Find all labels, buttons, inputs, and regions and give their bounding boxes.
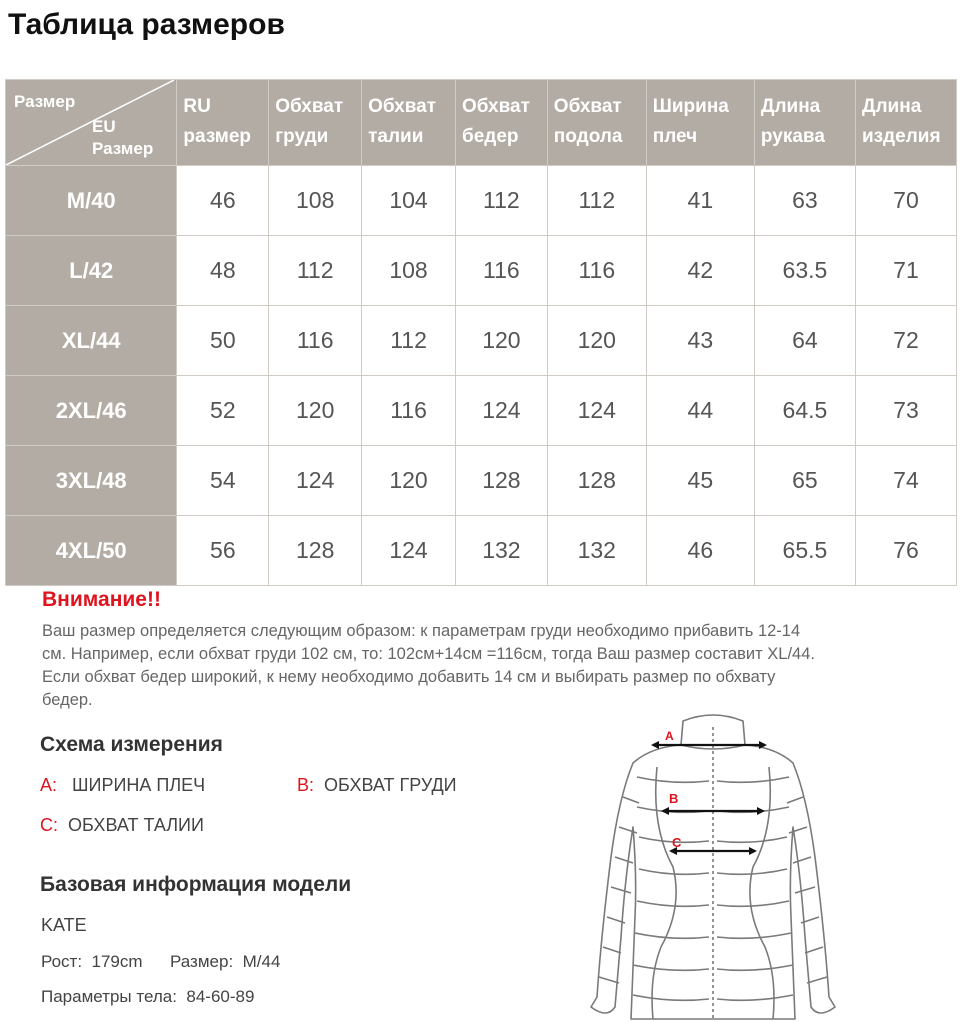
row-size-label: L/42 (6, 236, 177, 306)
table-cell: 112 (455, 166, 547, 236)
row-size-label: XL/44 (6, 306, 177, 376)
column-header-length: Длина изделия (855, 80, 956, 166)
side-seam (750, 767, 774, 1019)
warning-line: см. Например, если обхват груди 102 см, то: 102см+14см =116см, тогда Ваш размер составит XL/44. (42, 645, 815, 663)
table-cell: 120 (269, 376, 362, 446)
model-params (41, 987, 254, 1007)
table-cell: 71 (855, 236, 956, 306)
row-size-label: 4XL/50 (6, 516, 177, 586)
table-cell: 63.5 (754, 236, 855, 306)
legend-key: C: (40, 815, 58, 835)
table-cell: 73 (855, 376, 956, 446)
table-cell: 50 (177, 306, 269, 376)
table-cell: 128 (455, 446, 547, 516)
diagram-label-b: B (669, 791, 679, 806)
model-size-label: Размер: (170, 952, 234, 971)
row-size-label: 3XL/48 (6, 446, 177, 516)
row-size-label: M/40 (6, 166, 177, 236)
page-title: Таблица размеров (8, 8, 285, 41)
table-cell: 112 (269, 236, 362, 306)
table-cell: 124 (269, 446, 362, 516)
table-cell: 46 (177, 166, 269, 236)
table-cell: 132 (455, 516, 547, 586)
table-cell: 116 (547, 236, 646, 306)
table-cell: 41 (646, 166, 754, 236)
coat-outline (591, 745, 835, 1019)
column-header-shoulder: Ширина плеч (646, 80, 754, 166)
table-cell: 45 (646, 446, 754, 516)
table-cell: 108 (269, 166, 362, 236)
legend-key: B: (297, 775, 315, 795)
table-row (6, 376, 957, 446)
table-row (6, 446, 957, 516)
warning-line: Ваш размер определяется следующим образом: к параметрам груди необходимо прибавить 12-14 (42, 622, 801, 640)
table-cell: 116 (455, 236, 547, 306)
table-cell: 104 (362, 166, 456, 236)
table-row (6, 306, 957, 376)
table-cell: 112 (547, 166, 646, 236)
model-height-size (41, 952, 280, 972)
table-cell: 48 (177, 236, 269, 306)
model-info-title: Базовая информация модели (40, 873, 352, 896)
legend-label: ШИРИНА ПЛЕЧ (72, 775, 206, 795)
warning-line: Если обхват бедер широкий, к нему необходимо добавить 14 см и выбирать размер по обхвату (42, 668, 776, 686)
corner-label-size: Размер (14, 92, 76, 111)
table-cell: 116 (269, 306, 362, 376)
table-cell: 128 (269, 516, 362, 586)
model-name: KATE (41, 915, 87, 935)
table-cell: 108 (362, 236, 456, 306)
table-cell: 132 (547, 516, 646, 586)
legend-label: ОБХВАТ ГРУДИ (324, 775, 457, 795)
column-header-ru-size: RU размер (177, 80, 269, 166)
legend-key: A: (40, 775, 58, 795)
table-cell: 52 (177, 376, 269, 446)
table-cell: 74 (855, 446, 956, 516)
height-label: Рост: (41, 952, 83, 971)
table-header-row (6, 80, 957, 166)
table-cell: 116 (362, 376, 456, 446)
scheme-title: Схема измерения (40, 733, 223, 756)
table-cell: 124 (362, 516, 456, 586)
table-cell: 54 (177, 446, 269, 516)
column-header-hem: Обхват подола (547, 80, 646, 166)
table-row (6, 166, 957, 236)
table-cell: 63 (754, 166, 855, 236)
column-header-waist: Обхват талии (362, 80, 456, 166)
table-cell: 128 (547, 446, 646, 516)
diagram-label-a: A (665, 729, 674, 743)
warning-title: Внимание!! (42, 588, 161, 611)
legend-item-a (40, 775, 205, 796)
table-cell: 42 (646, 236, 754, 306)
model-size-value: M/44 (242, 952, 281, 971)
size-table (5, 79, 957, 586)
column-header-sleeve: Длина рукава (754, 80, 855, 166)
table-cell: 76 (855, 516, 956, 586)
table-cell: 120 (362, 446, 456, 516)
table-cell: 46 (646, 516, 754, 586)
table-cell: 64 (754, 306, 855, 376)
params-label: Параметры тела: (41, 987, 177, 1006)
corner-label-eu: EU Размер (92, 117, 154, 158)
table-corner-cell (6, 80, 177, 166)
table-cell: 44 (646, 376, 754, 446)
warning-text (42, 620, 942, 712)
table-cell: 120 (455, 306, 547, 376)
table-cell: 56 (177, 516, 269, 586)
table-cell: 124 (455, 376, 547, 446)
column-header-chest: Обхват груди (269, 80, 362, 166)
table-cell: 65 (754, 446, 855, 516)
table-cell: 43 (646, 306, 754, 376)
table-row (6, 516, 957, 586)
diagram-label-c: C (672, 835, 682, 850)
table-cell: 64.5 (754, 376, 855, 446)
table-cell: 72 (855, 306, 956, 376)
height-value: 179cm (91, 952, 143, 971)
table-cell: 70 (855, 166, 956, 236)
row-size-label: 2XL/46 (6, 376, 177, 446)
table-cell: 124 (547, 376, 646, 446)
legend-label: ОБХВАТ ТАЛИИ (68, 815, 204, 835)
legend-item-b (297, 775, 457, 796)
table-row (6, 236, 957, 306)
params-value: 84-60-89 (186, 987, 255, 1006)
table-cell: 65.5 (754, 516, 855, 586)
legend-item-c (40, 815, 204, 836)
table-cell: 120 (547, 306, 646, 376)
table-cell: 112 (362, 306, 456, 376)
coat-measurement-diagram (553, 707, 853, 1022)
column-header-hips: Обхват бедер (455, 80, 547, 166)
warning-line: бедер. (42, 691, 93, 709)
